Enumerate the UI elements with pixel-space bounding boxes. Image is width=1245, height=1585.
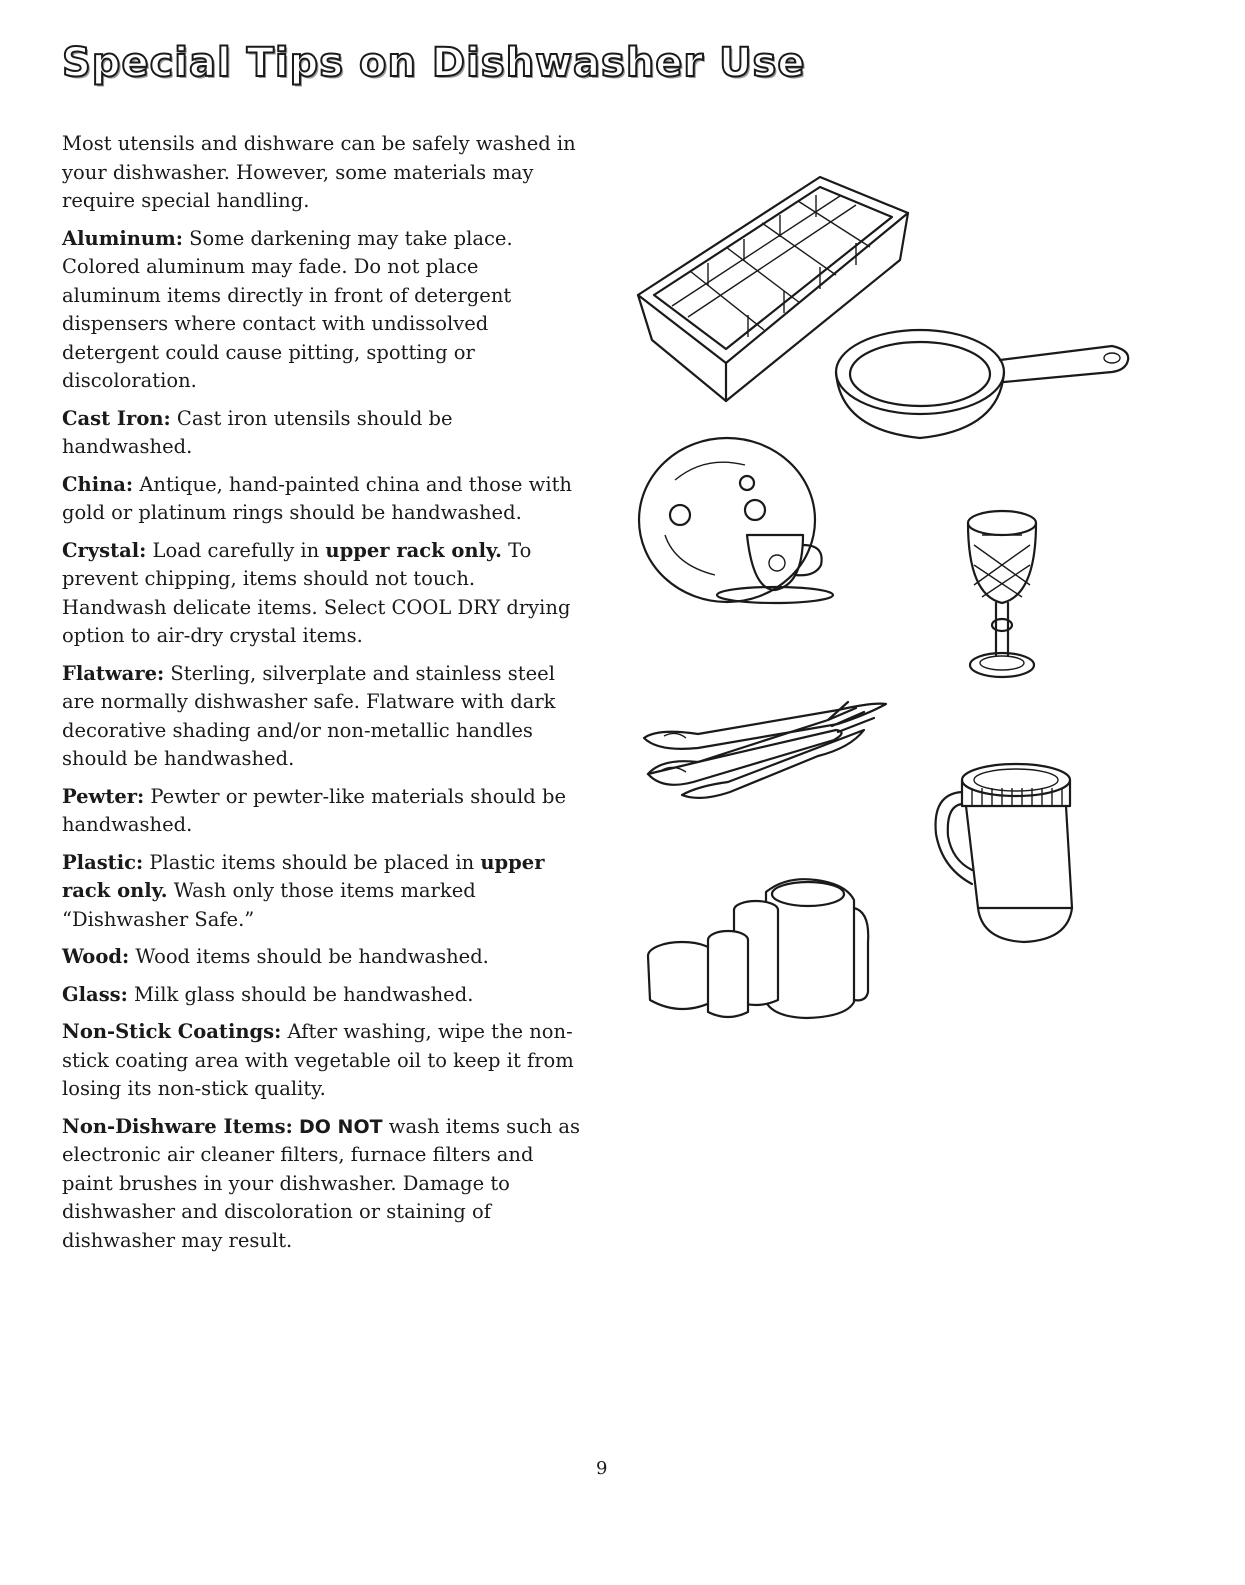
cast-iron-skillet-illustration: [832, 320, 1137, 445]
page-title: Special Tips on Dishwasher Use: [62, 40, 806, 86]
tip-text: After washing, wipe the non-stick coating area with vegetable oil to keep it from losing its non-stick quality.: [62, 1020, 574, 1100]
tip-crystal: [62, 537, 582, 651]
tip-aluminum: [62, 225, 582, 396]
tip-text: Some darkening may take place. Colored aluminum may fade. Do not place aluminum items directly in front of detergent dispensers where contact with undissolved detergent could cause pitting, spotting or discoloration.: [62, 226, 513, 392]
tip-non-stick: [62, 1018, 582, 1104]
tip-plastic: [62, 849, 582, 935]
tip-text: Wood items should be handwashed.: [129, 945, 489, 968]
tip-term: Pewter:: [62, 784, 145, 808]
tip-emphasis: upper rack only.: [62, 850, 545, 902]
tip-text: Sterling, silverplate and stainless steel are normally dishwasher safe. Flatware with dark decorative shading and/or non-metallic handles should be handwashed.: [62, 661, 556, 770]
tip-text: Wash only those items marked “Dishwasher Safe.”: [62, 879, 476, 931]
tip-flatware: [62, 660, 582, 774]
tip-text: Cast iron utensils should be handwashed.: [62, 406, 453, 458]
tip-term: Aluminum:: [62, 226, 183, 250]
tip-pewter: [62, 783, 582, 840]
tip-term: Wood:: [62, 945, 130, 968]
tip-term: Non-Stick Coatings:: [62, 1020, 282, 1043]
tip-emphasis: DO NOT: [299, 1115, 383, 1138]
plastic-containers-illustration: [646, 872, 871, 1022]
tip-text: Pewter or pewter-like materials should be handwashed.: [62, 784, 567, 836]
tip-term: Flatware:: [62, 661, 165, 685]
tip-term: Glass:: [62, 982, 128, 1006]
tip-text: Load carefully in: [146, 538, 326, 562]
flatware-illustration: [638, 690, 893, 805]
tip-text: Antique, hand-painted china and those with gold or platinum rings should be handwashed.: [62, 472, 572, 524]
crystal-goblet-illustration: [962, 505, 1047, 685]
tip-text: Plastic items should be placed in: [143, 850, 481, 874]
page-number: 9: [596, 1458, 608, 1479]
tip-cast-iron: [62, 405, 582, 462]
intro-paragraph: Most utensils and dishware can be safely washed in your dishwasher. However, some materials may require special handling.: [62, 132, 576, 212]
tip-term: Cast Iron:: [62, 406, 171, 430]
tips-column: [62, 130, 582, 1264]
tip-emphasis: upper rack only.: [325, 538, 502, 562]
tip-text: To prevent chipping, items should not touch. Handwash delicate items. Select COOL DRY drying option to air-dry crystal items.: [62, 538, 571, 647]
tip-text: Milk glass should be handwashed.: [127, 982, 474, 1006]
tip-wood: [62, 943, 582, 972]
tip-term: China:: [62, 472, 134, 496]
china-plate-and-cup-illustration: [635, 435, 845, 610]
tip-term: Non-Dishware Items:: [62, 1114, 293, 1138]
tip-glass: [62, 981, 582, 1010]
tip-text: wash items such as electronic air cleaner filters, furnace filters and paint brushes in your dishwasher. Damage to dishwasher and discoloration or staining of dishwasher may result.: [62, 1114, 581, 1252]
tip-non-dishware: [62, 1113, 582, 1256]
pewter-pitcher-illustration: [928, 758, 1078, 948]
tip-term: Crystal:: [62, 538, 147, 562]
tip-term: Plastic:: [62, 850, 144, 874]
tip-china: [62, 471, 582, 528]
